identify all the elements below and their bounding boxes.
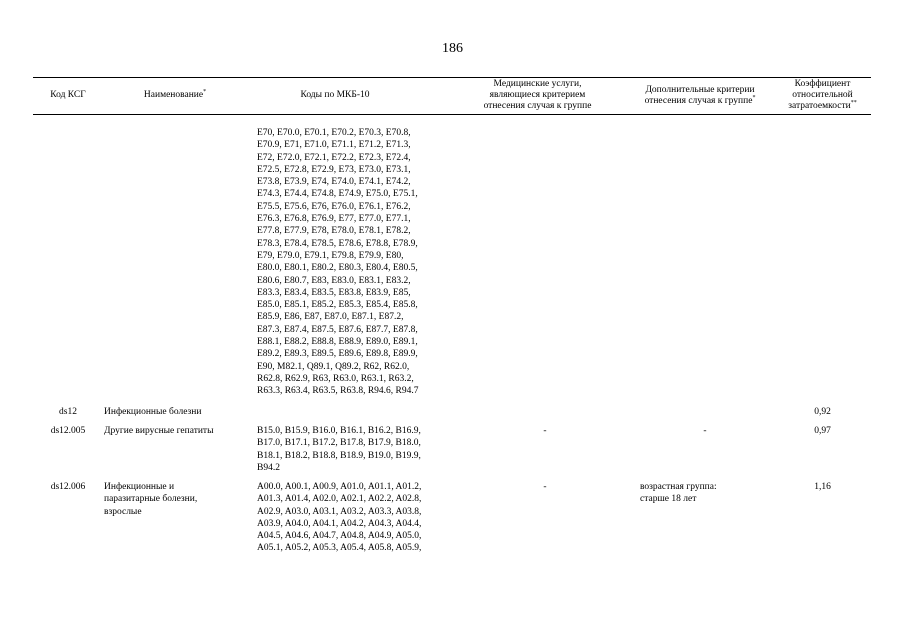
coefficient-cell: 0,97: [814, 426, 831, 436]
name-cell: Инфекционные болезни: [104, 407, 202, 417]
coefficient-cell: 0,92: [814, 407, 831, 417]
mkb-codes-cell: E70, E70.0, E70.1, E70.2, E70.3, E70.8, E70.9, E71, E71.0, E71.1, E71.2, E71.3, E72, E72.0, E72.1, E72.2, E72.3, E72.4, E72.5, E72.8, E72.9, E73, E73.0, E73.1, E73.8, E73.9, E74, E74.0, E74.1, E74.2, E74.3, E74.4, E74.8, E74.9, E75.0, E75.1, E75.5, E75.6, E76, E76.0, E76.1, E76.2, E76.3, E76.8, E76.9, E77, E77.0, E77.1, E77.8, E77.9, E78, E78.0, E78.1, E78.2, E78.3, E78.4, E78.5, E78.6, E78.8, E78.9, E79, E79.0, E79.1, E79.8, E79.9, E80, E80.0, E80.1, E80.2, E80.3, E80.4, E80.5, E80.6, E80.7, E83, E83.0, E83.1, E83.2, E83.3, E83.4, E83.5, E83.8, E83.9, E85, E85.0, E85.1, E85.2, E85.3, E85.4, E85.8, E85.9, E86, E87, E87.0, E87.1, E87.2, E87.3, E87.4, E87.5, E87.6, E87.7, E87.8, E88.1, E88.2, E88.8, E88.9, E89.0, E89.1, E89.2, E89.3, E89.5, E89.6, E89.8, E89.9, E90, M82.1, Q89.1, Q89.2, R62, R62.0, R62.8, R62.9, R63, R63.0, R63.1, R63.2, R63.3, R63.4, R63.5, R63.8, R94.6, R94.7: [257, 128, 419, 397]
name-cell: Инфекционные и паразитарные болезни, взрослые: [104, 482, 198, 517]
table-header-top-rule: [33, 77, 871, 78]
additional-criteria-cell: возрастная группа: старше 18 лет: [640, 482, 717, 505]
header-name-footnote-mark: *: [203, 88, 207, 95]
coefficient-cell: 1,16: [814, 482, 831, 492]
header-mkb-codes: Коды по МКБ-10: [300, 90, 370, 100]
ksg-code-cell: ds12.005: [50, 426, 86, 436]
table-header-bottom-rule: [33, 114, 871, 115]
header-coef-label: Коэффициент относительной затратоемкости: [788, 79, 853, 111]
header-medical-services: Медицинские услуги, являющиеся критерием отнесения случая к группе: [483, 79, 592, 111]
mkb-codes-cell: B15.0, B15.9, B16.0, B16.1, B16.2, B16.9, B17.0, B17.1, B17.2, B17.8, B17.9, B18.0, B18.1, B18.2, B18.8, B18.9, B19.0, B19.9, B94.2: [257, 426, 421, 473]
medical-services-cell: -: [543, 482, 547, 492]
additional-criteria-cell: -: [703, 426, 707, 436]
header-name: [120, 90, 230, 101]
header-coef-footnote-mark: **: [850, 99, 857, 106]
header-criteria-footnote-mark: *: [752, 94, 756, 101]
header-criteria-label: Дополнительные критерии отнесения случая к группе: [644, 85, 755, 106]
header-code-ksg: Код КСГ: [50, 90, 86, 100]
header-name-label: Наименование: [143, 90, 204, 100]
ksg-code-cell: ds12.006: [50, 482, 86, 492]
mkb-codes-cell: A00.0, A00.1, A00.9, A01.0, A01.1, A01.2, A01.3, A01.4, A02.0, A02.1, A02.2, A02.8, A02.9, A03.0, A03.1, A03.2, A03.3, A03.8, A03.9, A04.0, A04.1, A04.2, A04.3, A04.4, A04.5, A04.6, A04.7, A04.8, A04.9, A05.0, A05.1, A05.2, A05.3, A05.4, A05.8, A05.9,: [257, 482, 422, 554]
name-cell: Другие вирусные гепатиты: [104, 426, 214, 436]
ksg-code-cell: ds12: [59, 407, 77, 417]
medical-services-cell: -: [543, 426, 547, 436]
header-additional-criteria: [634, 85, 766, 107]
header-cost-coefficient: [775, 79, 870, 112]
page-number: 186: [442, 41, 463, 56]
